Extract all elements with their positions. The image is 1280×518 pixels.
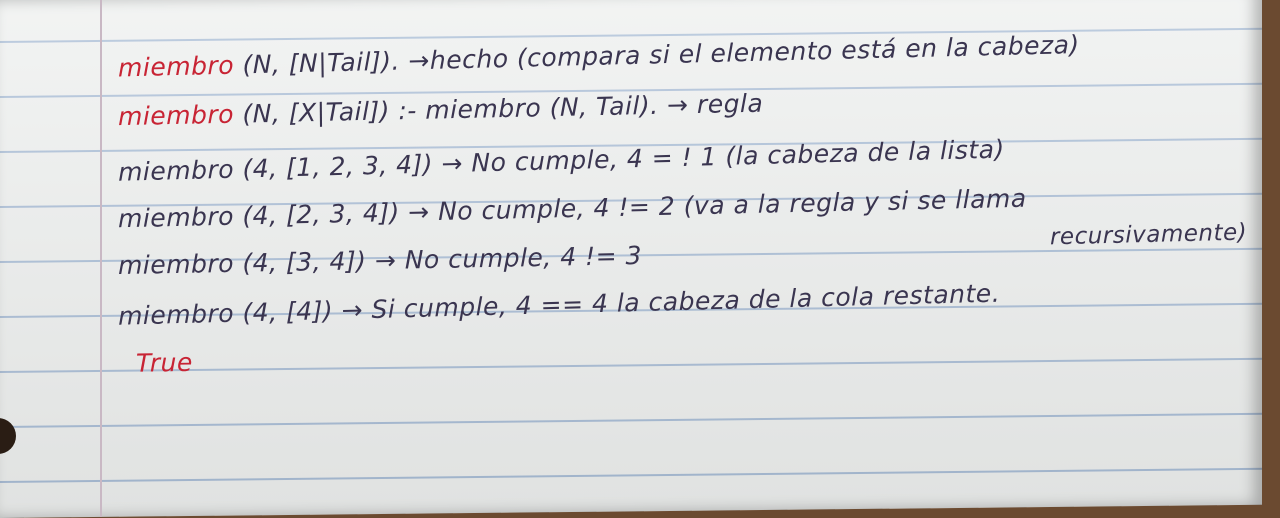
note-line-1 xyxy=(118,30,1080,82)
result-true: True xyxy=(135,347,193,378)
note-line-2 xyxy=(118,89,764,132)
note-line-5-continuation: recursivamente) xyxy=(1049,219,1248,251)
note-line-5: miembro (4, [3, 4]) → No cumple, 4 != 3 xyxy=(117,240,643,281)
predicate-label: miembro xyxy=(117,99,235,132)
note-line-3: miembro (4, [1, 2, 3, 4]) → No cumple, 4 = ! 1 (la cabeza de la lista) xyxy=(117,134,1005,187)
note-line-6: miembro (4, [4]) → Si cumple, 4 == 4 la cabeza de la cola restante. xyxy=(117,278,1001,331)
predicate-label: miembro xyxy=(117,50,235,83)
note-text: (N, [N|Tail]). →hecho (compara si el elemento está en la cabeza) xyxy=(242,29,1080,80)
margin-line xyxy=(100,0,102,517)
note-text: (N, [X|Tail]) :- miembro (N, Tail). → regla xyxy=(242,88,764,129)
note-line-4: miembro (4, [2, 3, 4]) → No cumple, 4 != 2 (va a la regla y si se llama xyxy=(117,183,1027,234)
